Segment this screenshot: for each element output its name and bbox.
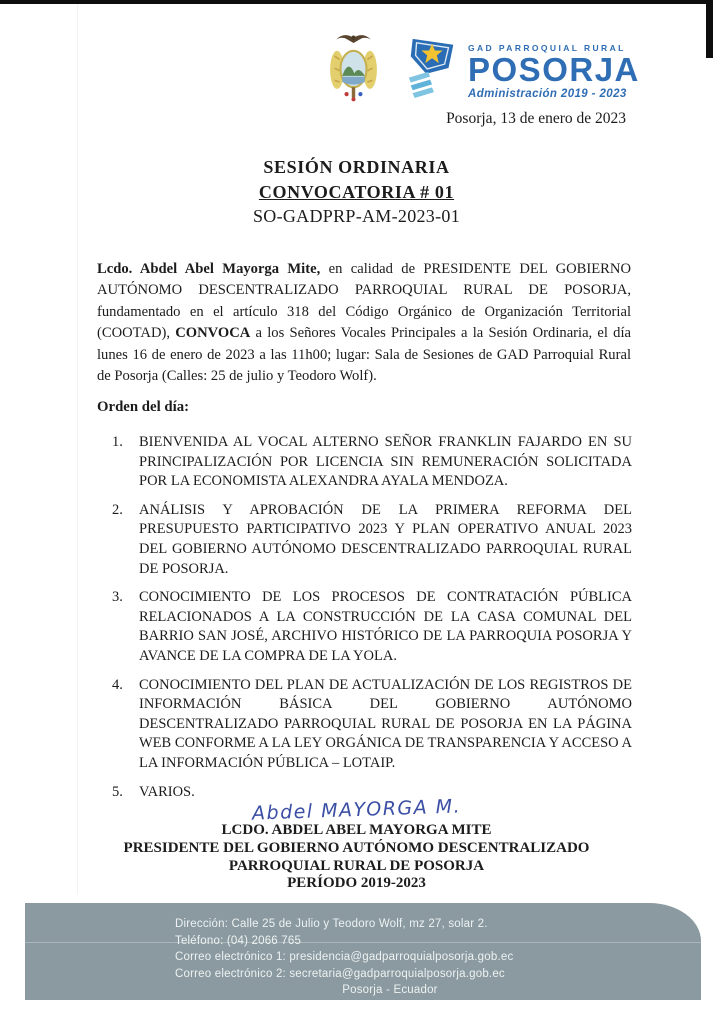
footer-email-2: Correo electrónico 2: secretaria@gadparroquialposorja.gob.ec xyxy=(175,967,505,980)
handwritten-signature: Abdel MAYORGA M. xyxy=(251,795,462,825)
intro-text-continued: a los Señores Vocales Principales a la Sesión Ordinaria, el día lunes 16 de enero de 2023 a las 11h00; lugar: Sala de Sesiones de GAD Parroquial Rural de Posorja (Calles: 25 de julio y Teodoro Wolf). xyxy=(97,325,632,385)
logo-administration-period: Administración 2019 - 2023 xyxy=(468,87,627,100)
logo-org-name: POSORJA xyxy=(468,51,640,88)
agenda-item-text: ANÁLISIS Y APROBACIÓN DE LA PRIMERA REFORMA DEL PRESUPUESTO PARTICIPATIVO 2023 Y PLAN OPERATIVO ANUAL 2023 DEL GOBIERNO AUTÓNOMO DESCENTRALIZADO PARROQUIAL RURAL DE POSORJA. xyxy=(139,501,632,577)
title-block xyxy=(0,157,713,227)
agenda-item-text: CONOCIMIENTO DE LOS PROCESOS DE CONTRATACIÓN PÚBLICA RELACIONADOS A LA CONSTRUCCIÓN DE LA CASA COMUNAL DEL BARRIO SAN JOSÉ, ARCHIVO HISTÓRICO DE LA PARROQUIA POSORJA Y AVANCE DE LA COMPRA DE LA YOLA. xyxy=(139,589,632,664)
posorja-shield-star-icon xyxy=(403,32,463,102)
session-title: SESIÓN ORDINARIA xyxy=(263,157,450,177)
president-name-bold: Lcdo. Abdel Abel Mayorga Mite, xyxy=(97,261,321,277)
agenda-item-number: 1. xyxy=(112,434,123,450)
intro-paragraph xyxy=(97,259,631,387)
agenda-item-number: 5. xyxy=(112,783,123,800)
intro-text: en calidad de PRESIDENTE DEL GOBIERNO AUTÓNOMO DESCENTRALIZADO PARROQUIAL RURAL DE POSORJA, fundamentado en el artículo 318 del Código Orgánico de Organización Territorial (COOTAD), xyxy=(97,261,631,342)
agenda-item xyxy=(112,676,632,774)
logo-text-block xyxy=(468,32,640,100)
logo-org-type: GAD PARROQUIAL RURAL xyxy=(468,43,626,53)
signer-name: LCDO. ABDEL ABEL MAYORGA MITE xyxy=(221,822,492,838)
signature-block xyxy=(0,795,713,893)
signer-title-line1: PRESIDENTE DEL GOBIERNO AUTÓNOMO DESCENTRALIZADO xyxy=(123,839,590,856)
agenda-item-number: 3. xyxy=(112,589,123,606)
agenda-heading: Orden del día: xyxy=(97,399,190,415)
agenda-item-number: 2. xyxy=(112,501,123,518)
scan-edge-right xyxy=(706,0,713,58)
footer-address: Dirección: Calle 25 de Julio y Teodoro Wolf, mz 27, solar 2. xyxy=(175,918,488,930)
document-code: SO-GADPRP-AM-2023-01 xyxy=(252,206,460,226)
ecuador-coat-of-arms-icon xyxy=(327,30,380,108)
footer-email-1: Correo electrónico 1: presidencia@gadparroquialposorja.gob.ec xyxy=(175,951,514,964)
signer-title-line2: PARROQUIAL RURAL DE POSORJA xyxy=(228,857,485,874)
footer-phone: Teléfono: (04) 2066 765 xyxy=(175,934,302,947)
convoca-keyword: CONVOCA xyxy=(175,325,251,342)
agenda-item-text: BIENVENIDA AL VOCAL ALTERNO SEÑOR FRANKLIN FAJARDO EN SU PRINCIPALIZACIÓN POR LICENCIA SIN REMUNERACIÓN SOLICITADA POR LA ECONOMISTA ALEXANDRA AYALA MENDOZA. xyxy=(139,434,632,490)
signer-period: PERÍODO 2019-2023 xyxy=(287,875,426,892)
scan-fold-line xyxy=(77,4,78,894)
agenda-item-text: CONOCIMIENTO DEL PLAN DE ACTUALIZACIÓN DE LOS REGISTROS DE INFORMACIÓN BÁSICA DEL GOBIERNO AUTÓNOMO DESCENTRALIZADO PARROQUIAL RURAL DE POSORJA EN LA PÁGINA WEB CONFORME A LA LEY ORGÁNICA DE TRANSPARENCIA Y ACCESO A LA INFORMACIÓN PÚBLICA – LOTAIP. xyxy=(139,676,632,771)
agenda-item xyxy=(112,501,632,579)
agenda-list xyxy=(112,433,632,811)
agenda-item xyxy=(112,588,632,666)
scan-edge-top xyxy=(0,0,713,4)
agenda-item-text: VARIOS. xyxy=(139,783,195,800)
date-line: Posorja, 13 de enero de 2023 xyxy=(446,110,626,127)
convocatoria-number: CONVOCATORIA # 01 xyxy=(258,182,455,202)
footer-location: Posorja - Ecuador xyxy=(342,984,438,997)
footer-bar xyxy=(25,903,701,1000)
agenda-item xyxy=(112,433,632,492)
footer-contact-block xyxy=(25,903,701,999)
agenda-item-number: 4. xyxy=(112,676,123,693)
posorja-logo xyxy=(403,32,640,102)
